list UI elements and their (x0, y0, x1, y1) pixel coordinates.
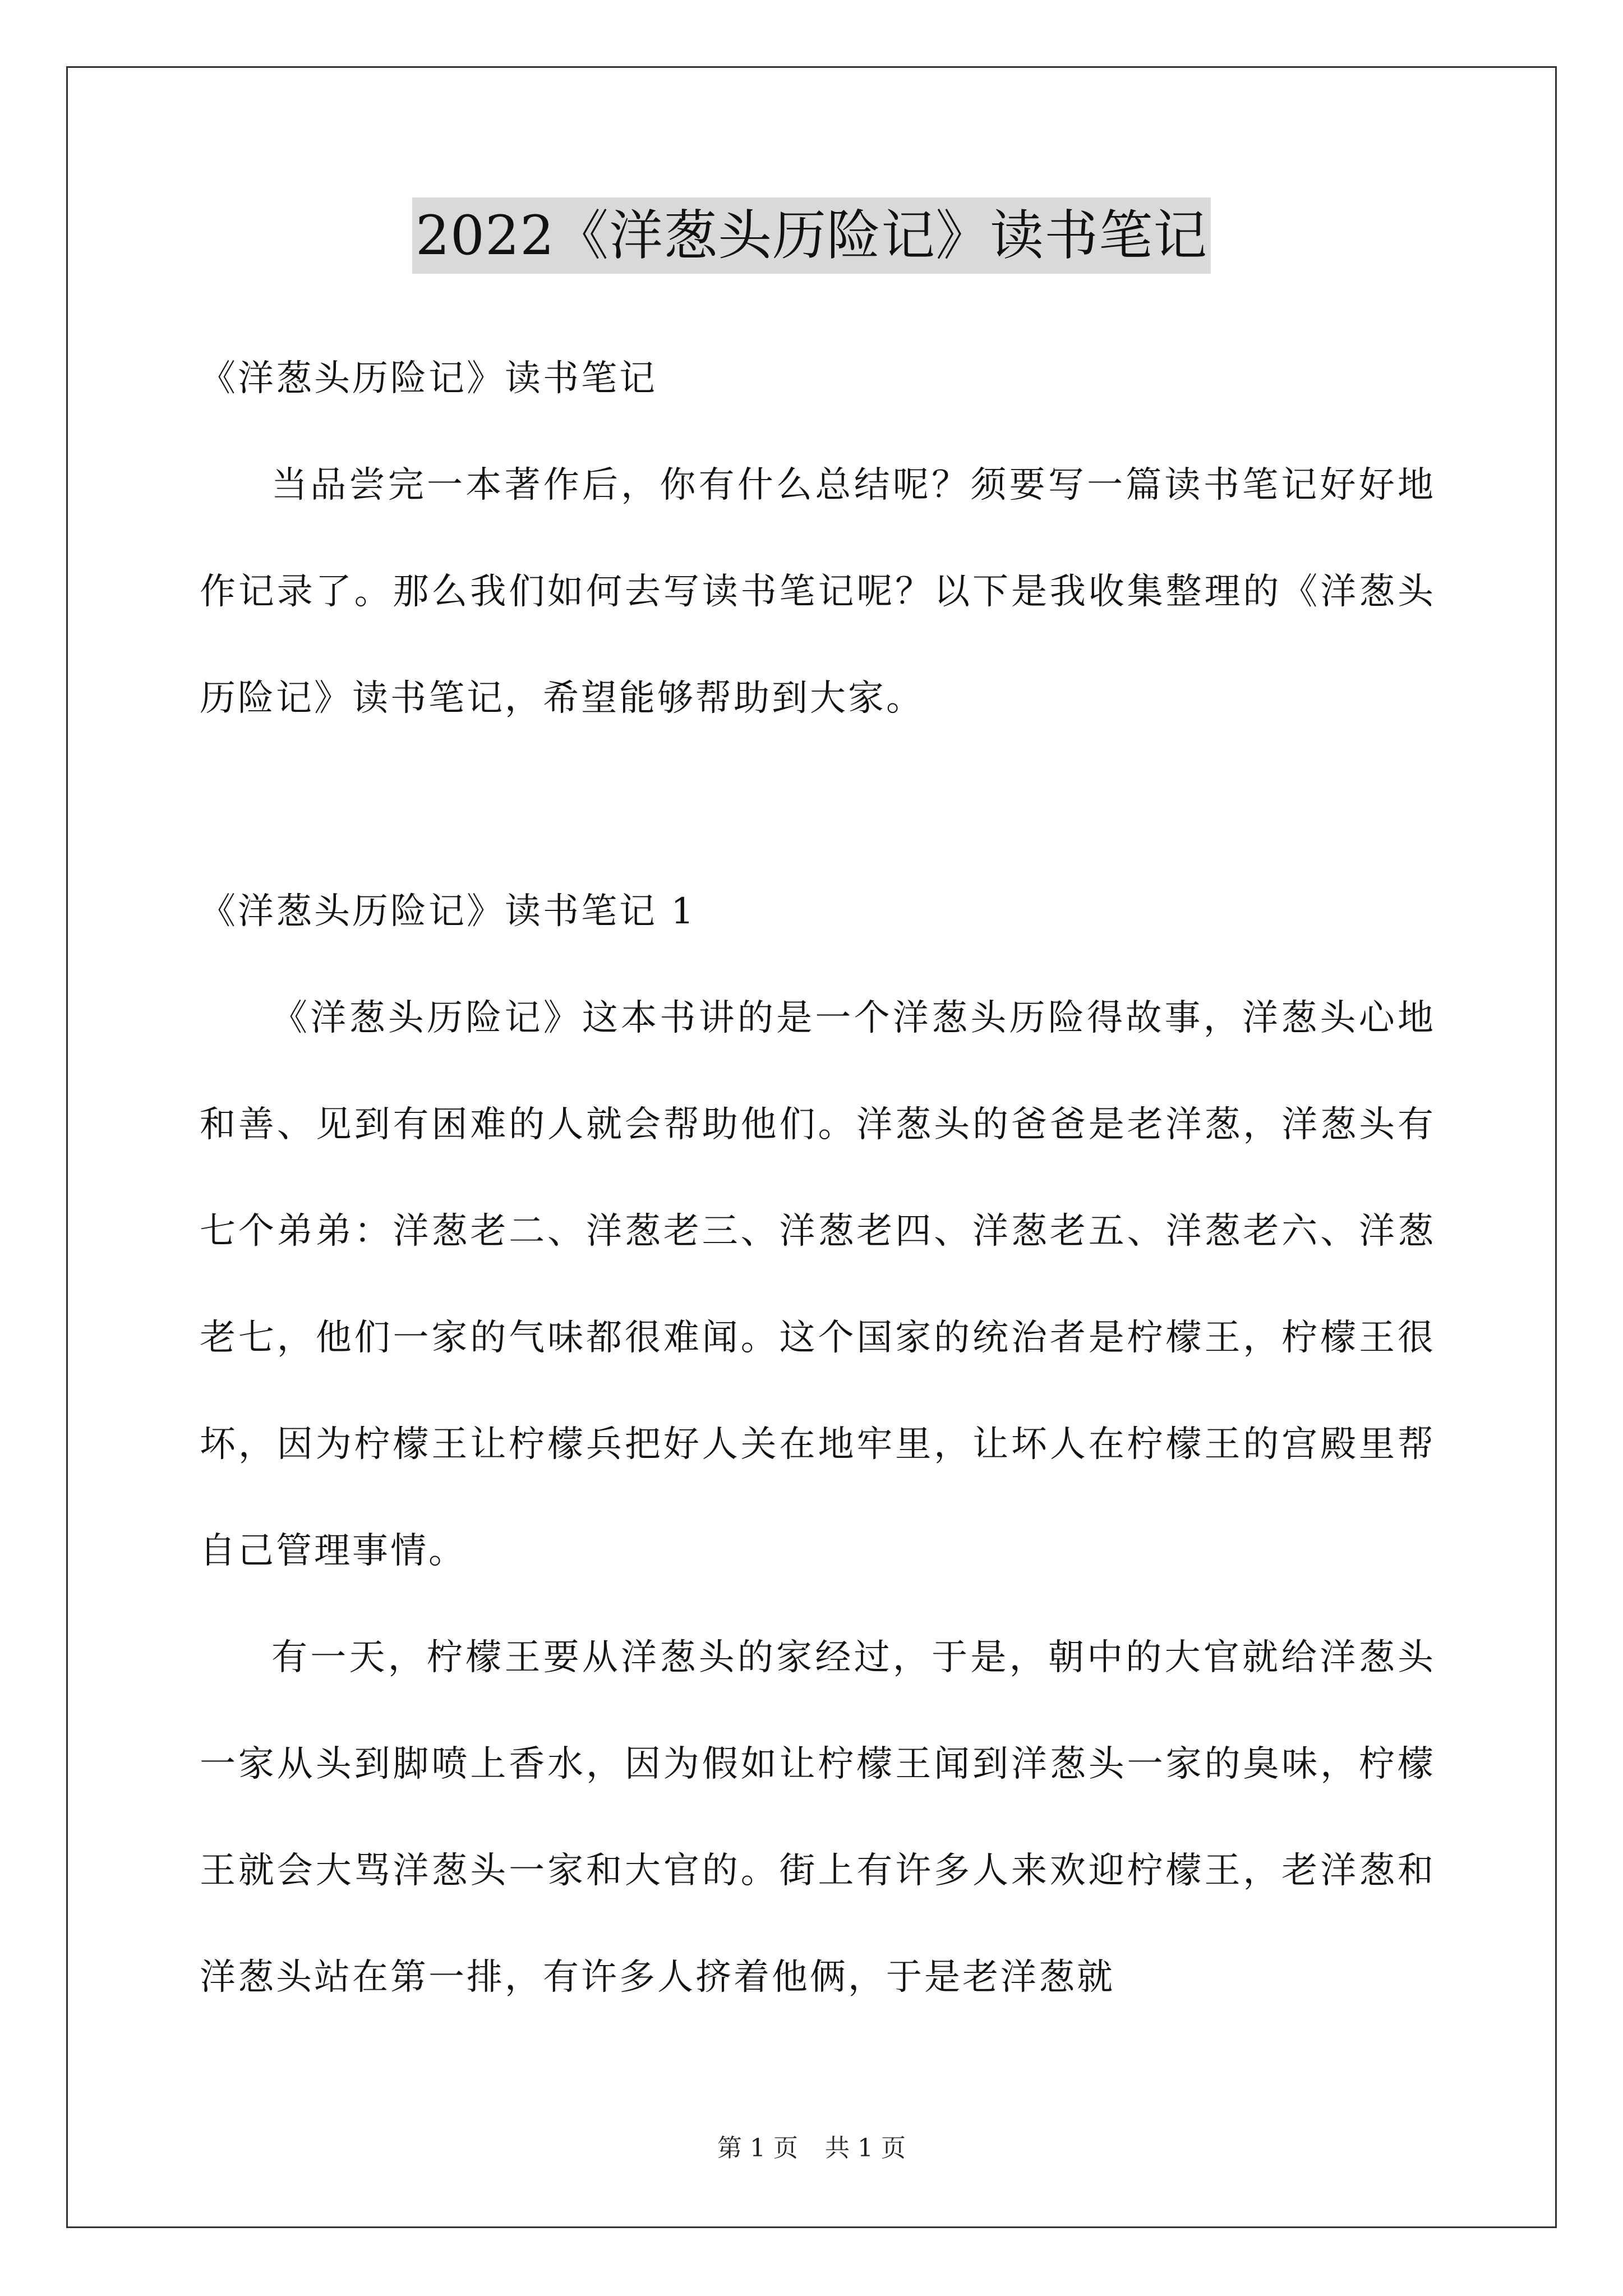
title-wrap (0, 197, 1623, 274)
page-number-total: 共 1 页 (825, 2134, 906, 2162)
page-number-current: 第 1 页 (717, 2134, 798, 2162)
document-subtitle: 《洋葱头历险记》读书笔记 (200, 358, 657, 399)
section-heading: 《洋葱头历险记》读书笔记 1 (200, 891, 697, 932)
body-paragraph-2: 有一天，柠檬王要从洋葱头的家经过，于是，朝中的大官就给洋葱头一家从头到脚喷上香水，因为假如让柠檬王闻到洋葱头一家的臭味，柠檬王就会大骂洋葱头一家和大官的。街上有许多人来欢迎柠檬王，老洋葱和洋葱头站在第一排，有许多人挤着他俩，于是老洋葱就 (200, 1637, 1436, 1998)
page-footer (0, 2132, 1623, 2165)
intro-paragraph: 当品尝完一本著作后，你有什么总结呢？须要写一篇读书笔记好好地作记录了。那么我们如何去写读书笔记呢？以下是我收集整理的《洋葱头历险记》读书笔记，希望能够帮助到大家。 (200, 464, 1436, 719)
document-title: 2022《洋葱头历险记》读书笔记 (412, 197, 1211, 274)
body-paragraph-1: 《洋葱头历险记》这本书讲的是一个洋葱头历险得故事，洋葱头心地和善、见到有困难的人就会帮助他们。洋葱头的爸爸是老洋葱，洋葱头有七个弟弟：洋葱老二、洋葱老三、洋葱老四、洋葱老五、洋葱老六、洋葱老七，他们一家的气味都很难闻。这个国家的统治者是柠檬王，柠檬王很坏，因为柠檬王让柠檬兵把好人关在地牢里，让坏人在柠檬王的宫殿里帮自己管理事情。 (200, 997, 1436, 1572)
